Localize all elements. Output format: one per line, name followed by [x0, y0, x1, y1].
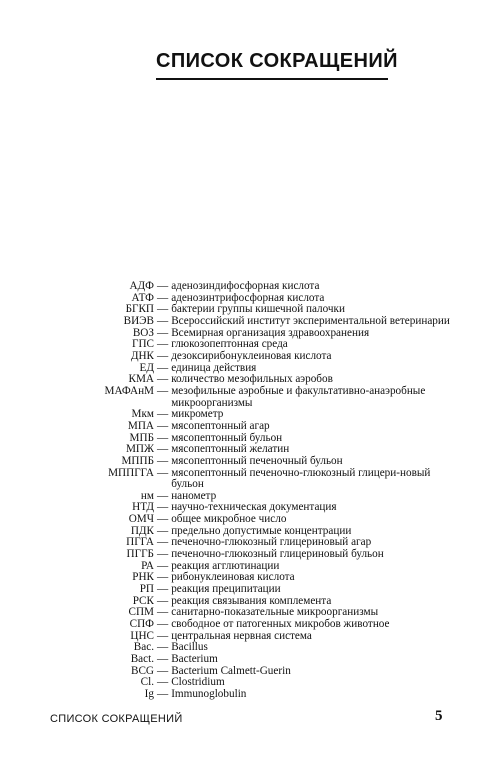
abbreviation-term: нм — [140, 489, 154, 502]
em-dash-separator: — — [157, 571, 169, 584]
em-dash-separator: — — [157, 373, 169, 386]
em-dash-separator: — — [157, 524, 169, 537]
abbreviation-term: ЕД — [139, 361, 154, 374]
abbreviation-term: ПДК — [130, 524, 154, 537]
abbreviation-entry — [50, 619, 450, 631]
abbreviation-definition: мезофильные аэробные и факультативно-анаэробные микроорганизмы — [171, 384, 426, 409]
abbreviation-entry — [50, 468, 450, 491]
abbreviation-definition: реакция преципитации — [171, 583, 281, 596]
abbreviation-term: ДНК — [130, 349, 154, 362]
abbreviation-term: Мкм — [131, 408, 154, 421]
abbreviation-term: Bact. — [130, 653, 154, 665]
abbreviation-definition: Bacterium Calmett-Guerin — [171, 664, 291, 677]
abbreviation-entry — [50, 654, 450, 666]
abbreviation-definition: нанометр — [171, 489, 217, 502]
em-dash-separator: — — [157, 501, 169, 514]
abbreviation-definition: рибонуклеиновая кислота — [171, 571, 295, 584]
em-dash-separator: — — [157, 606, 169, 619]
abbreviation-term: ОМЧ — [128, 513, 154, 526]
em-dash-separator: — — [157, 594, 169, 607]
em-dash-separator: — — [157, 466, 169, 479]
abbreviation-entry — [50, 281, 450, 293]
abbreviation-entry — [50, 642, 450, 654]
abbreviation-definition: центральная нервная система — [171, 629, 312, 642]
abbreviation-term: КМА — [128, 373, 154, 386]
abbreviation-definition: предельно допустимые концентрации — [171, 524, 352, 537]
em-dash-separator: — — [157, 653, 169, 665]
abbreviation-list — [50, 281, 450, 701]
abbreviation-entry — [50, 456, 450, 468]
abbreviation-term: ГПС — [131, 338, 154, 351]
abbreviation-term: РНК — [132, 571, 154, 584]
abbreviation-definition: Всероссийский институт экспериментальной ветеринарии — [171, 314, 450, 327]
abbreviation-entry — [50, 677, 450, 689]
abbreviation-definition: аденозинтрифосфорная кислота — [171, 291, 325, 304]
em-dash-separator: — — [157, 314, 169, 327]
abbreviation-term: БГКП — [125, 303, 154, 316]
em-dash-separator: — — [157, 618, 169, 631]
abbreviation-definition: научно-техническая документация — [171, 501, 337, 514]
em-dash-separator: — — [157, 513, 169, 526]
em-dash-separator: — — [157, 326, 169, 339]
abbreviation-term: МПЖ — [125, 443, 154, 456]
abbreviation-term: ВИЭВ — [123, 314, 154, 327]
em-dash-separator: — — [157, 676, 169, 689]
abbreviation-definition: свободное от патогенных микробов животное — [171, 618, 390, 631]
abbreviation-term: АДФ — [129, 280, 154, 292]
abbreviation-definition: мясопептонный желатин — [171, 443, 290, 456]
em-dash-separator: — — [157, 408, 169, 421]
abbreviation-term: Ig — [144, 687, 154, 700]
abbreviation-entry — [50, 631, 450, 643]
abbreviation-term: РСК — [132, 594, 154, 607]
abbreviation-entry — [50, 584, 450, 596]
abbreviation-term: ПГГБ — [126, 548, 154, 561]
abbreviation-definition: реакция связывания комплемента — [171, 594, 332, 607]
abbreviation-term: СПМ — [128, 606, 154, 619]
abbreviation-definition: реакция агглютинации — [171, 559, 280, 572]
abbreviation-definition: санитарно-показательные микроорганизмы — [171, 606, 379, 619]
em-dash-separator: — — [157, 419, 169, 432]
em-dash-separator: — — [157, 536, 169, 549]
abbreviation-definition: Immunoglobulin — [171, 687, 247, 700]
abbreviation-definition: единица действия — [171, 361, 257, 374]
abbreviation-term: МПА — [127, 419, 154, 432]
abbreviation-definition: печеночно-глюкозный глицериновый агар — [171, 536, 372, 549]
em-dash-separator: — — [157, 629, 169, 642]
page-number: 5 — [435, 708, 443, 724]
em-dash-separator: — — [157, 384, 169, 397]
em-dash-separator: — — [157, 338, 169, 351]
abbreviation-definition: Bacterium — [171, 653, 218, 665]
abbreviation-entry — [50, 386, 450, 409]
abbreviation-term: МАФАнМ — [104, 384, 154, 397]
abbreviation-definition: количество мезофильных аэробов — [171, 373, 333, 386]
abbreviation-term: АТФ — [131, 291, 154, 304]
abbreviation-definition: глюкозопептонная среда — [171, 338, 288, 351]
title-underline — [156, 78, 388, 80]
em-dash-separator: — — [157, 454, 169, 467]
abbreviation-term: Bac. — [133, 641, 154, 654]
em-dash-separator: — — [157, 291, 169, 304]
abbreviation-entry — [50, 421, 450, 433]
abbreviation-term: Cl. — [140, 676, 154, 689]
abbreviation-term: РА — [141, 559, 154, 572]
em-dash-separator: — — [157, 548, 169, 561]
page-title: СПИСОК СОКРАЩЕНИЙ — [156, 50, 398, 72]
abbreviation-term: СПФ — [129, 618, 154, 631]
abbreviation-entry — [50, 689, 450, 701]
abbreviation-term: РП — [139, 583, 154, 596]
em-dash-separator: — — [157, 641, 169, 654]
abbreviation-entry — [50, 316, 450, 328]
running-footer: СПИСОК СОКРАЩЕНИЙ — [50, 713, 183, 725]
abbreviation-definition: печеночно-глюкозный глицериновый бульон — [171, 548, 384, 561]
abbreviation-entry — [50, 549, 450, 561]
abbreviation-definition: дезоксирибонуклеиновая кислота — [171, 349, 332, 362]
abbreviation-definition: аденозиндифосфорная кислота — [171, 280, 320, 292]
abbreviation-definition: Всемирная организация здравоохранения — [171, 326, 370, 339]
em-dash-separator: — — [157, 280, 169, 292]
abbreviation-entry — [50, 666, 450, 678]
abbreviation-definition: мясопептонный печеночно-глюкозный глицери-новый бульон — [171, 466, 431, 491]
em-dash-separator: — — [157, 349, 169, 362]
em-dash-separator: — — [157, 303, 169, 316]
abbreviation-definition: бактерии группы кишечной палочки — [171, 303, 345, 316]
abbreviation-definition: мясопептонный печеночный бульон — [171, 454, 343, 467]
abbreviation-term: МППБ — [121, 454, 154, 467]
em-dash-separator: — — [157, 361, 169, 374]
abbreviation-definition: Clostridium — [171, 676, 225, 689]
abbreviation-definition: Bacillus — [171, 641, 208, 654]
abbreviation-definition: микрометр — [171, 408, 224, 421]
abbreviation-term: BCG — [130, 664, 154, 677]
abbreviation-term: ЦНС — [130, 629, 154, 642]
abbreviation-term: ПГГА — [126, 536, 154, 549]
em-dash-separator: — — [157, 559, 169, 572]
abbreviation-term: МППГГА — [108, 466, 154, 479]
abbreviation-definition: мясопептонный бульон — [171, 431, 283, 444]
abbreviation-entry — [50, 351, 450, 363]
abbreviation-term: НТД — [132, 501, 154, 514]
em-dash-separator: — — [157, 583, 169, 596]
em-dash-separator: — — [157, 489, 169, 502]
abbreviation-definition: мясопептонный агар — [171, 419, 270, 432]
em-dash-separator: — — [157, 443, 169, 456]
abbreviation-term: МПБ — [129, 431, 154, 444]
em-dash-separator: — — [157, 431, 169, 444]
abbreviation-term: ВОЗ — [132, 326, 154, 339]
em-dash-separator: — — [157, 664, 169, 677]
abbreviation-definition: общее микробное число — [171, 513, 287, 526]
em-dash-separator: — — [157, 687, 169, 700]
